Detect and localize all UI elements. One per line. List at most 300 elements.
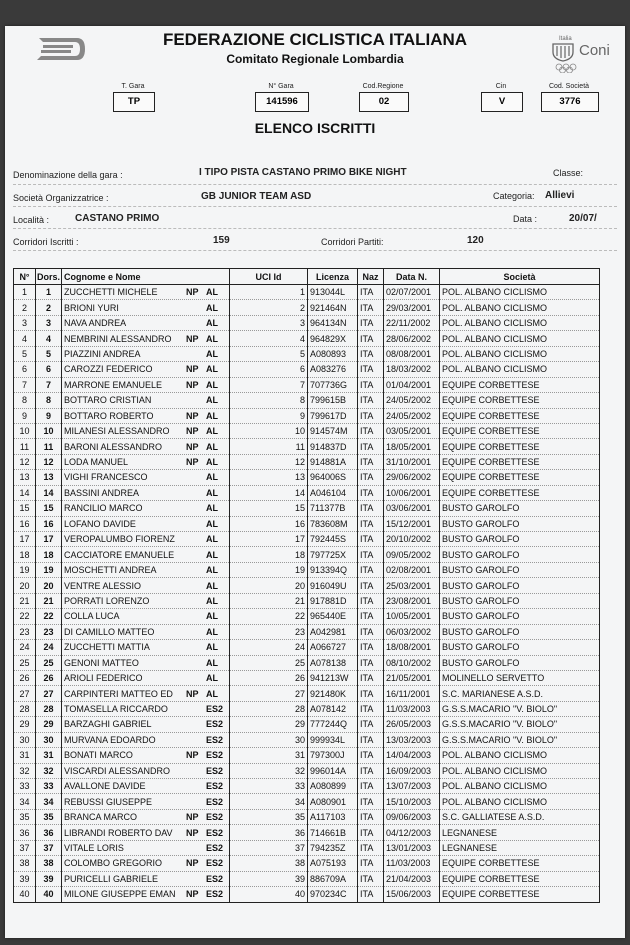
bib-number: 17: [36, 532, 62, 547]
nationality: ITA: [358, 686, 384, 701]
rider-cell: [62, 655, 230, 670]
category-code: ES2: [206, 719, 224, 730]
nationality: ITA: [358, 501, 384, 516]
license: A046104: [308, 485, 358, 500]
bib-number: 38: [36, 856, 62, 871]
row-number: 38: [14, 856, 36, 871]
np-flag: NP: [186, 379, 199, 390]
table-row: [14, 454, 600, 469]
partiti-value: 120: [467, 235, 484, 246]
team: POL. ALBANO CICLISMO: [440, 779, 600, 794]
row-number: 40: [14, 887, 36, 902]
col-n-header: N°: [14, 269, 36, 285]
category-code: AL: [206, 472, 218, 483]
team: POL. ALBANO CICLISMO: [440, 285, 600, 300]
uci-id: 12: [230, 454, 308, 469]
team: LEGNANESE: [440, 840, 600, 855]
nationality: ITA: [358, 856, 384, 871]
uci-id: 36: [230, 825, 308, 840]
bib-number: 11: [36, 439, 62, 454]
table-row: [14, 315, 600, 330]
bib-number: 1: [36, 285, 62, 300]
table-row: [14, 655, 600, 670]
birth-date: 24/05/2002: [384, 393, 440, 408]
uci-id: 18: [230, 547, 308, 562]
table-row: [14, 717, 600, 732]
category-code: AL: [206, 688, 218, 699]
table-row: [14, 408, 600, 423]
table-row: [14, 578, 600, 593]
divider: [13, 228, 617, 229]
coni-italia-text: Italia: [559, 36, 572, 42]
team: BUSTO GAROLFO: [440, 516, 600, 531]
table-row: [14, 809, 600, 824]
np-flag: NP: [186, 750, 199, 761]
team: LEGNANESE: [440, 825, 600, 840]
uci-id: 17: [230, 532, 308, 547]
np-flag: NP: [186, 457, 199, 468]
team: BUSTO GAROLFO: [440, 624, 600, 639]
bib-number: 39: [36, 871, 62, 886]
bib-number: 15: [36, 501, 62, 516]
rider-name: CARPINTERI MATTEO ED: [64, 688, 173, 699]
table-row: [14, 887, 600, 902]
uci-id: 32: [230, 763, 308, 778]
rider-cell: [62, 300, 230, 315]
rider-name: VENTRE ALESSIO: [64, 580, 142, 591]
birth-date: 15/06/2003: [384, 887, 440, 902]
bib-number: 31: [36, 748, 62, 763]
rider-cell: [62, 717, 230, 732]
bib-number: 20: [36, 578, 62, 593]
bib-number: 7: [36, 377, 62, 392]
license: 921464N: [308, 300, 358, 315]
uci-id: 23: [230, 624, 308, 639]
category-code: AL: [206, 318, 218, 329]
rider-name: PIAZZINI ANDREA: [64, 348, 141, 359]
col-dors-header: Dors.: [36, 269, 62, 285]
uci-id: 20: [230, 578, 308, 593]
row-number: 20: [14, 578, 36, 593]
np-flag: NP: [186, 858, 199, 869]
table-row: [14, 624, 600, 639]
row-number: 32: [14, 763, 36, 778]
rider-name: COLOMBO GREGORIO: [64, 858, 163, 869]
row-number: 15: [14, 501, 36, 516]
table-row: [14, 423, 600, 438]
row-number: 36: [14, 825, 36, 840]
table-row: [14, 670, 600, 685]
rider-name: PORRATI LORENZO: [64, 595, 150, 606]
nationality: ITA: [358, 717, 384, 732]
rider-name: LODA MANUEL: [64, 457, 129, 468]
table-row: [14, 393, 600, 408]
np-flag: NP: [186, 287, 199, 298]
category-code: AL: [206, 333, 218, 344]
table-row: [14, 794, 600, 809]
row-number: 31: [14, 748, 36, 763]
uci-id: 6: [230, 362, 308, 377]
table-row: [14, 362, 600, 377]
row-number: 28: [14, 701, 36, 716]
bib-number: 24: [36, 640, 62, 655]
birth-date: 21/05/2001: [384, 670, 440, 685]
nationality: ITA: [358, 454, 384, 469]
bib-number: 5: [36, 346, 62, 361]
rider-name: LOFANO DAVIDE: [64, 518, 136, 529]
uci-id: 1: [230, 285, 308, 300]
team: EQUIPE CORBETTESE: [440, 856, 600, 871]
uci-id: 34: [230, 794, 308, 809]
birth-date: 18/05/2001: [384, 439, 440, 454]
license: 916049U: [308, 578, 358, 593]
rider-cell: [62, 825, 230, 840]
license: 799617D: [308, 408, 358, 423]
team: G.S.S.MACARIO "V. BIOLO": [440, 717, 600, 732]
col-data-header: Data N.: [384, 269, 440, 285]
rider-name: MARRONE EMANUELE: [64, 379, 163, 390]
rider-cell: [62, 470, 230, 485]
category-code: AL: [206, 302, 218, 313]
category-code: ES2: [206, 781, 224, 792]
rider-cell: [62, 809, 230, 824]
category-code: AL: [206, 626, 218, 637]
rider-name: BARZAGHI GABRIEL: [64, 719, 152, 730]
uci-id: 19: [230, 562, 308, 577]
race-name: I TIPO PISTA CASTANO PRIMO BIKE NIGHT: [199, 167, 407, 178]
nationality: ITA: [358, 748, 384, 763]
nationality: ITA: [358, 640, 384, 655]
rider-cell: [62, 840, 230, 855]
rider-cell: [62, 408, 230, 423]
rider-name: ZUCCHETTI MICHELE: [64, 287, 158, 298]
table-row: [14, 501, 600, 516]
category-code: AL: [206, 457, 218, 468]
nationality: ITA: [358, 470, 384, 485]
birth-date: 26/05/2003: [384, 717, 440, 732]
rider-cell: [62, 501, 230, 516]
rider-cell: [62, 377, 230, 392]
federation-title: FEDERAZIONE CICLISTICA ITALIANA: [162, 30, 468, 49]
uci-id: 27: [230, 686, 308, 701]
col-uci-header: UCI Id: [230, 269, 308, 285]
rider-cell: [62, 331, 230, 346]
denominazione-label: Denominazione della gara :: [13, 170, 123, 180]
coni-logo: [549, 36, 619, 76]
birth-date: 13/07/2003: [384, 779, 440, 794]
table-row: [14, 346, 600, 361]
license: A080893: [308, 346, 358, 361]
category-code: AL: [206, 565, 218, 576]
rider-name: VISCARDI ALESSANDRO: [64, 765, 171, 776]
bib-number: 26: [36, 670, 62, 685]
uci-id: 10: [230, 423, 308, 438]
birth-date: 08/10/2002: [384, 655, 440, 670]
uci-id: 33: [230, 779, 308, 794]
team: BUSTO GAROLFO: [440, 501, 600, 516]
uci-id: 8: [230, 393, 308, 408]
nationality: ITA: [358, 547, 384, 562]
rider-name: AVALLONE DAVIDE: [64, 781, 146, 792]
license: A117103: [308, 809, 358, 824]
uci-id: 3: [230, 315, 308, 330]
bib-number: 25: [36, 655, 62, 670]
row-number: 11: [14, 439, 36, 454]
category-code: AL: [206, 580, 218, 591]
table-row: [14, 840, 600, 855]
bib-number: 12: [36, 454, 62, 469]
license: 711377B: [308, 501, 358, 516]
bib-number: 23: [36, 624, 62, 639]
category-code: AL: [206, 657, 218, 668]
rider-cell: [62, 346, 230, 361]
document-page: [5, 26, 625, 938]
team: EQUIPE CORBETTESE: [440, 408, 600, 423]
bib-number: 27: [36, 686, 62, 701]
rider-name: MURVANA EDOARDO: [64, 734, 156, 745]
license: 914837D: [308, 439, 358, 454]
table-row: [14, 485, 600, 500]
table-row: [14, 532, 600, 547]
birth-date: 23/08/2001: [384, 593, 440, 608]
nationality: ITA: [358, 377, 384, 392]
rider-cell: [62, 532, 230, 547]
row-number: 33: [14, 779, 36, 794]
np-flag: NP: [186, 812, 199, 823]
rider-name: BRANCA MARCO: [64, 812, 138, 823]
np-flag: NP: [186, 441, 199, 452]
birth-date: 04/12/2003: [384, 825, 440, 840]
bib-number: 21: [36, 593, 62, 608]
np-flag: NP: [186, 889, 199, 900]
table-row: [14, 640, 600, 655]
rider-cell: [62, 748, 230, 763]
nationality: ITA: [358, 655, 384, 670]
rider-cell: [62, 701, 230, 716]
table-row: [14, 701, 600, 716]
birth-date: 15/12/2001: [384, 516, 440, 531]
iscritti-label: Corridori Iscritti :: [13, 237, 79, 247]
rider-name: VITALE LORIS: [64, 842, 124, 853]
team: G.S.S.MACARIO "V. BIOLO": [440, 701, 600, 716]
birth-date: 14/04/2003: [384, 748, 440, 763]
olympic-rings-icon: [555, 63, 577, 73]
bib-number: 33: [36, 779, 62, 794]
rider-cell: [62, 640, 230, 655]
n-gara-box: 141596: [255, 92, 309, 112]
birth-date: 31/10/2001: [384, 454, 440, 469]
rider-name: BRIONI YURI: [64, 302, 119, 313]
nationality: ITA: [358, 840, 384, 855]
uci-id: 4: [230, 331, 308, 346]
classe-label: Classe:: [553, 168, 584, 178]
rider-name: ARIOLI FEDERICO: [64, 673, 143, 684]
birth-date: 22/11/2002: [384, 315, 440, 330]
row-number: 3: [14, 315, 36, 330]
birth-date: 21/04/2003: [384, 871, 440, 886]
rider-cell: [62, 779, 230, 794]
np-flag: NP: [186, 426, 199, 437]
category-code: ES2: [206, 827, 224, 838]
team: EQUIPE CORBETTESE: [440, 454, 600, 469]
t-gara-box: TP: [113, 92, 155, 112]
row-number: 21: [14, 593, 36, 608]
rider-name: TOMASELLA RICCARDO: [64, 704, 168, 715]
rider-cell: [62, 763, 230, 778]
np-flag: NP: [186, 364, 199, 375]
birth-date: 28/06/2002: [384, 331, 440, 346]
nationality: ITA: [358, 408, 384, 423]
uci-id: 9: [230, 408, 308, 423]
row-number: 5: [14, 346, 36, 361]
nationality: ITA: [358, 331, 384, 346]
table-row: [14, 593, 600, 608]
uci-id: 28: [230, 701, 308, 716]
rider-cell: [62, 547, 230, 562]
row-number: 8: [14, 393, 36, 408]
nationality: ITA: [358, 887, 384, 902]
nationality: ITA: [358, 423, 384, 438]
team: EQUIPE CORBETTESE: [440, 887, 600, 902]
nationality: ITA: [358, 670, 384, 685]
bib-number: 37: [36, 840, 62, 855]
license: 777244Q: [308, 717, 358, 732]
nationality: ITA: [358, 763, 384, 778]
license: 886709A: [308, 871, 358, 886]
uci-id: 14: [230, 485, 308, 500]
np-flag: NP: [186, 333, 199, 344]
rider-cell: [62, 454, 230, 469]
rider-name: MILANESI ALESSANDRO: [64, 426, 170, 437]
team: BUSTO GAROLFO: [440, 640, 600, 655]
nationality: ITA: [358, 701, 384, 716]
rider-cell: [62, 593, 230, 608]
rider-name: ZUCCHETTI MATTIA: [64, 642, 150, 653]
rider-name: GENONI MATTEO: [64, 657, 139, 668]
row-number: 39: [14, 871, 36, 886]
bib-number: 13: [36, 470, 62, 485]
uci-id: 15: [230, 501, 308, 516]
category-code: ES2: [206, 734, 224, 745]
row-number: 37: [14, 840, 36, 855]
bib-number: 8: [36, 393, 62, 408]
row-number: 2: [14, 300, 36, 315]
rider-cell: [62, 362, 230, 377]
table-row: [14, 516, 600, 531]
bib-number: 4: [36, 331, 62, 346]
table-row: [14, 748, 600, 763]
rider-name: BASSINI ANDREA: [64, 487, 140, 498]
license: 783608M: [308, 516, 358, 531]
category-code: AL: [206, 642, 218, 653]
iscritti-value: 159: [213, 235, 230, 246]
team: BUSTO GAROLFO: [440, 547, 600, 562]
team: EQUIPE CORBETTESE: [440, 485, 600, 500]
birth-date: 10/05/2001: [384, 609, 440, 624]
team: POL. ALBANO CICLISMO: [440, 794, 600, 809]
birth-date: 29/03/2001: [384, 300, 440, 315]
uci-id: 26: [230, 670, 308, 685]
team: EQUIPE CORBETTESE: [440, 393, 600, 408]
cod-regione-box: 02: [359, 92, 409, 112]
category-code: ES2: [206, 889, 224, 900]
team: MOLINELLO SERVETTO: [440, 670, 600, 685]
license: A078138: [308, 655, 358, 670]
license: A080899: [308, 779, 358, 794]
uci-id: 2: [230, 300, 308, 315]
rider-cell: [62, 686, 230, 701]
birth-date: 20/10/2002: [384, 532, 440, 547]
col-societa-header: Società: [440, 269, 600, 285]
birth-date: 13/01/2003: [384, 840, 440, 855]
birth-date: 13/03/2003: [384, 732, 440, 747]
row-number: 35: [14, 809, 36, 824]
birth-date: 02/08/2001: [384, 562, 440, 577]
np-flag: NP: [186, 688, 199, 699]
uci-id: 38: [230, 856, 308, 871]
table-row: [14, 825, 600, 840]
table-row: [14, 686, 600, 701]
license: 970234C: [308, 887, 358, 902]
bib-number: 36: [36, 825, 62, 840]
cod-societa-box: 3776: [541, 92, 599, 112]
t-gara-label: T. Gara: [121, 83, 145, 90]
uci-id: 21: [230, 593, 308, 608]
bib-number: 40: [36, 887, 62, 902]
rider-name: LIBRANDI ROBERTO DAV: [64, 827, 173, 838]
rider-name: PURICELLI GABRIELE: [64, 873, 159, 884]
table-row: [14, 609, 600, 624]
table-row: [14, 779, 600, 794]
category-code: AL: [206, 348, 218, 359]
row-number: 26: [14, 670, 36, 685]
bib-number: 2: [36, 300, 62, 315]
category-value: Allievi: [545, 190, 575, 201]
birth-date: 09/06/2003: [384, 809, 440, 824]
birth-date: 11/03/2003: [384, 701, 440, 716]
rider-cell: [62, 732, 230, 747]
license: 964006S: [308, 470, 358, 485]
birth-date: 01/04/2001: [384, 377, 440, 392]
uci-id: 37: [230, 840, 308, 855]
birth-date: 08/08/2001: [384, 346, 440, 361]
bib-number: 16: [36, 516, 62, 531]
rider-name: NEMBRINI ALESSANDRO: [64, 333, 172, 344]
rider-cell: [62, 485, 230, 500]
team: POL. ALBANO CICLISMO: [440, 763, 600, 778]
license: 794235Z: [308, 840, 358, 855]
row-number: 14: [14, 485, 36, 500]
row-number: 19: [14, 562, 36, 577]
nationality: ITA: [358, 393, 384, 408]
societa-organizzatrice-label: Società Organizzatrice :: [13, 193, 109, 203]
license: A066727: [308, 640, 358, 655]
uci-id: 35: [230, 809, 308, 824]
nationality: ITA: [358, 439, 384, 454]
data-label: Data :: [513, 214, 538, 224]
rider-name: VEROPALUMBO FIORENZ: [64, 534, 175, 545]
bib-number: 14: [36, 485, 62, 500]
rider-name: BARONI ALESSANDRO: [64, 441, 163, 452]
regional-committee: Comitato Regionale Lombardia: [226, 52, 404, 66]
divider: [13, 206, 617, 207]
rider-name: RANCILIO MARCO: [64, 503, 143, 514]
license: 965440E: [308, 609, 358, 624]
rider-cell: [62, 871, 230, 886]
table-row: [14, 377, 600, 392]
team: EQUIPE CORBETTESE: [440, 470, 600, 485]
birth-date: 29/06/2002: [384, 470, 440, 485]
